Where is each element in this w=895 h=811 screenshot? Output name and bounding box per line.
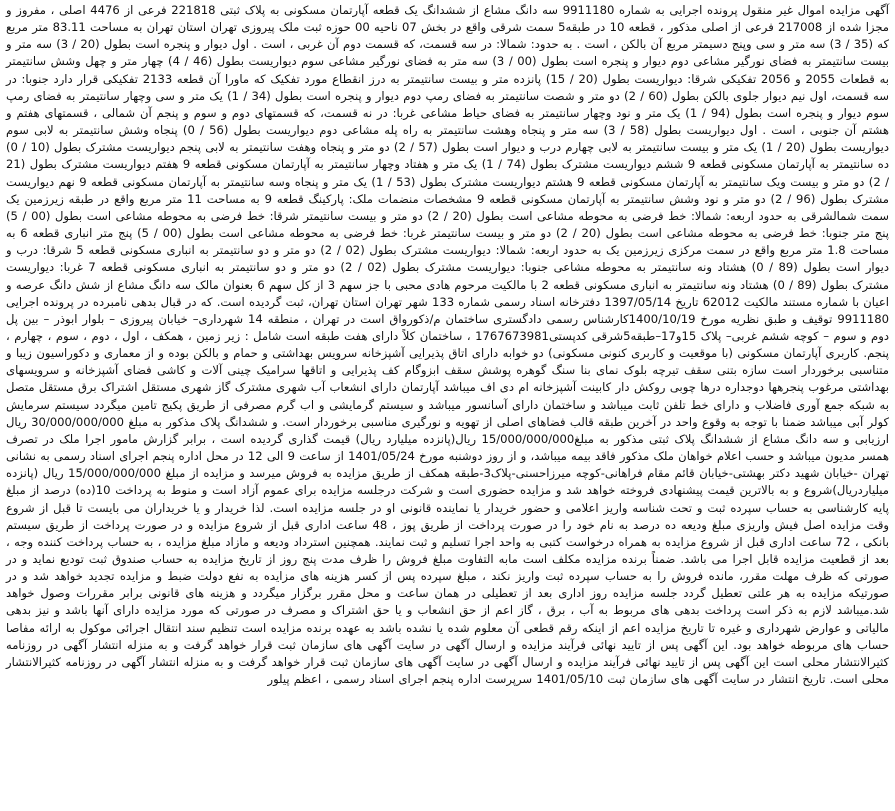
auction-notice-text: آگهی مزایده اموال غیر منقول پرونده اجرایی به شماره 9911180 سه دانگ مشاع از ششدانگ یک قطعه آپارتمان مسکونی به پلاک ثبتی 221818 فرعی از 4476 اصلی ، مفروز و مجزا شده از 217008 فرعی از اصلی مذکور ، قطعه 10 در طبقه5 سمت شرقی واقع در بخش 07 ناحیه 00 حوزه ثبت ملک پیروزی تهران استان تهران به مساحت 83.11 متر مربع که (35 / 3) سه متر و سی وپنج دسیمتر مربع آن بالکن ، است . به حدود: شمالا: در سه قسمت، که قسمت دوم آن غربی ، است . اول دیوار و پنجره است بطول (20 / 3) سه متر و بیست سانتیمتر به فضای نورگیر مشاعی دوم دیوار و پنجره است بطول (00 / 3) سه متر به فضای نورگیر مشاعی سوم دیواریست بطول (46 / 4) چهار متر و چهل وشش سانتیمتر به قطعات 2055 و 2056 تفکیکی شرقا: دیواریست بطول (20 / 15) پانزده متر و بیست سانتیمتر به درز انقطاع مورد تفکیک که ماورا آن قطعه 2133 تفکیکی قرار دارد جنوبا: در سه قسمت، اول نیم دیوار جلوی بالکن بطول (60 / 2) دو متر و شصت سانتیمتر به فضای رمپ دوم دیوار و پنجره است بطول (34 / 1) یک متر و سی وچهار سانتیمتر به فضای رمپ سوم دیوار و پنجره است بطول (94 / 1) یک متر و نود وچهار سانتیمتر به فضای حیاط مشاعی غربا: در نه قسمت، که قسمتهای دوم و سوم و پنجم آن شمالی ، قسمتهای هفتم و هشتم آن جنوبی ، است . اول دیواریست بطول (58 / 3) سه متر و پنجاه وهشت سانتیمتر به راه پله مشاعی دوم دیواریست بطول (56 / 0) پنجاه وشش سانتیمتر به لابی سوم دیواریست بطول (20 / 1) یک متر و بیست سانتیمتر به لابی چهارم درب و دیوار است بطول (57 / 2) دو متر و پنجاه وهفت سانتیمتر به لابی پنجم دیواریست مشترک بطول (10 / 0) ده سانتیمتر به آپارتمان مسکونی قطعه 9 ششم دیواریست مشترک بطول (74 / 1) یک متر و هفتاد وچهار سانتیمتر به آپارتمان مسکونی قطعه 9 هفتم دیواریست مشترک بطول (21 / 2) دو متر و بیست ویک سانتیمتر به آپارتمان مسکونی قطعه 9 هشتم دیواریست مشترک بطول (53 / 1) یک متر و پنجاه وسه سانتیمتر به آپارتمان مسکونی قطعه 9 نهم دیواریست مشترک بطول (96 / 2) دو متر و نود وشش سانتیمتر به آپارتمان مسکونی قطعه 9 مشخصات منضمات ملک: پارکینگ قطعه 9 به مساحت 11 متر مربع واقع در طبقه زیرزمین یک سمت شمالشرقی به حدود اربعه: شمالا: خط فرضی به محوطه مشاعی است بطول (20 / 2) دو متر و بیست سانتیمتر شرقا: خط فرضی به محوطه مشاعی است بطول (00 / 5) پنج متر جنوبا: خط فرضی به محوطه مشاعی است بطول (20 / 2) دو متر و بیست سانتیمتر غربا: خط فرضی به محوطه مشاعی است بطول (00 / 5) پنج متر انباری قطعه 6 به مساحت 1.8 متر مربع واقع در سمت مرکزی زیرزمین یک به حدود اربعه: شمالا: دیواریست مشترک بطول (02 / 2) دو متر و دو سانتیمتر به انباری مسکونی قطعه 5 شرقا: درب و دیوار است بطول (89 / 0) هشتاد ونه سانتیمتر به محوطه مشاعی جنوبا: دیواریست مشترک بطول (02 / 2) دو متر و دو سانتیمتر به انباری مسکونی قطعه 7 غربا: دیواریست مشترک بطول (89 / 0) هشتاد ونه سانتیمتر به انباری مسکونی قطعه 2 با مالکیت مرحوم هادی محبی با جز سهم 3 از کل سهم 6 بعنوان مالک سه دانگ مشاع از شش دانگ عرصه و اعیان با شماره مستند مالکیت 62012 تاریخ 1397/05/14 دفترخانه اسناد رسمی شماره 133 شهر تهران استان تهران، ثبت گردیده است. که در قبال بدهی نامبرده در پرونده اجرایی 9911180 توقیف و طبق نظریه مورخ 1400/10/19کارشناس رسمی دادگستری ساختمان م/ذکورواق است در تهران ، منطقه 14 شهرداری– خیابان پیروزی – بلوار ابوذر – بین پل دوم و سوم – کوچه ششم غربی– پلاک 15و17–طبقه5شرقی کدپستی1767673981 ، ساختمان کلاً دارای هفت طبقه است شامل : زیر زمین ، همکف ، اول ، دوم ، سوم ، چهارم ، پنجم. کاربری آپارتمان مسکونی (با موقعیت و کاربری کنونی مسکونی) دو خوابه دارای اتاق پذیرایی آشپزخانه سرویس بهداشتی و حمام و بالکن بوده و از معماری و دکوراسیون زیبا و متناسبی برخوردار است سازه بتنی سقف تیرچه بلوک نمای بنا سنگ گوهره پوشش سقف ابزوگام کف پذیرایی و اتاقها سرامیک چینی آلات و کاشی فضای آشپزخانه و سرویسهای بهداشتی مرغوب پنجرهها دوجداره درها چوبی روکش دار کابینت آشپزخانه ام دی اف میباشد آپارتمان دارای انشعاب آب شهری مشترک گاز شهری مستقل اشتراک برق مستقل متصل به شبکه جمع آوری فاضلاب و دارای خط تلفن ثابت میباشد و ساختمان دارای آسانسور میباشد و سیستم گرمایشی و اب گرم مصرفی از طریق پکیج تامین میگردد سیستم سرمایش کولر آبی میباشد ضمنا با توجه به وقوع واحد در آخرین طبقه قالب فضاهای اصلی از تهویه و نورگیری مناسبی برخوردار است. و ششدانگ پلاک مذکور به مبلغ 30/000/000/000 ریال ارزیابی و سه دانگ مشاع از ششدانگ پلاک ثبتی مذکور به مبلغ15/000/000/000 ریال(پانزده میلیارد ریال) قیمت گذاری گردیده است ، برابر گزارش مامور اجرا ملک در تصرف همسر مدیون میباشد و حسب اعلام خواهان ملک مذکور فاقد بیمه میباشد، و از روز دوشنبه مورخ 1401/05/24 از ساعت 9 الی 12 در محل اداره پنجم اجرای اسناد رسمی به نشانی تهران -خیابان شهید دکتر بهشتی-خیابان قائم مقام فراهانی-کوچه میرزاحسنی-پلاک3-طبقه همکف از طریق مزایده به فروش میرسد و مزایده از مبلغ 15/000/000/000 ریال (پانزده میلیاردریال)شروع و به بالاترین قیمت پیشنهادی فروخته خواهد شد و مزایده حضوری است و شرکت درجلسه مزایده برای عموم آزاد است و منوط به پرداخت 10(ده) درصد از مبلغ پایه کارشناسی به حساب سپرده ثبت و تحت شناسه واریز اعلامی و حضور خریدار یا نماینده قانونی او در جلسه مزایده است. لذا خریدار و یا خریداران می بایست تا قبل از شروع وقت مزایده اصل فیش واریزی مبلغ ودیعه ده درصد به نام خود را در صورت پرداخت از طریق پوز ، 48 ساعت اداری قبل از شروع مزایده و در صورت پرداخت از طریق سیستم بانکی ، 72 ساعت اداری قبل از شروع مزایده به همراه درخواست کتبی به واحد اجرا تسلیم و ثبت نمایند. همچنین استرداد ودیعه و مازاد مبلغ مزایده ، به حساب پرداخت کننده وجه ، بعد از قطعیت مزایده قابل اجرا می باشد. ضمناً برنده مزایده مکلف است مابه التفاوت مبلغ فروش را ظرف مدت پنج روز از تاریخ مزایده به حساب صندوق ثبت تودیع نماید و در صورتی که ظرف مهلت مقرر، مانده فروش را به حساب سپرده ثبت واریز نکند ، مبلغ سپرده پس از کسر هزینه های مزایده به نفع دولت ضبط و مزایده تجدید خواهد شد و در صورتیکه مزایده به هر علتی تعطیل گردد جلسه مزایده روز اداری بعد از تعطیلی در همان ساعت و محل مقرر برگزار میگردد و هزینه های قانونی برابر مقررات وصول خواهد شد.میباشد لازم به ذکر است پرداخت بدهی های مربوط به آب ، برق ، گاز اعم از حق انشعاب و یا حق اشتراک و مصرف در صورتی که مورد مزایده دارای آنها باشد و نیز بدهی مالیاتی و عوارض شهرداری و غیره تا تاریخ مزایده اعم از اینکه رقم قطعی آن معلوم شده یا نشده باشد به عهده برنده مزایده است تنظیم سند انتقال اجرائی موکول به ارائه مفاصا حساب های مربوطه خواهد بود. این آگهی پس از تایید نهائی فرآیند مزایده و ارسال آگهی در سایت آگهی های سازمان ثبت قرار خواهد گرفت و به منزله انتشار آگهی در روزنامه کثیرالانتشار محلی است این آگهی پس از تایید نهائی فرآیند مزایده و ارسال آگهی در سایت آگهی های سازمان ثبت قرار خواهد گرفت و به منزله انتشار آگهی در روزنامه کثیرالانتشار محلی است. تاریخ انتشار در سایت آگهی های سازمان ثبت 1401/05/10 سرپرست اداره پنجم اجرای اسناد رسمی ، اعظم پیلور [6,3,890,687]
